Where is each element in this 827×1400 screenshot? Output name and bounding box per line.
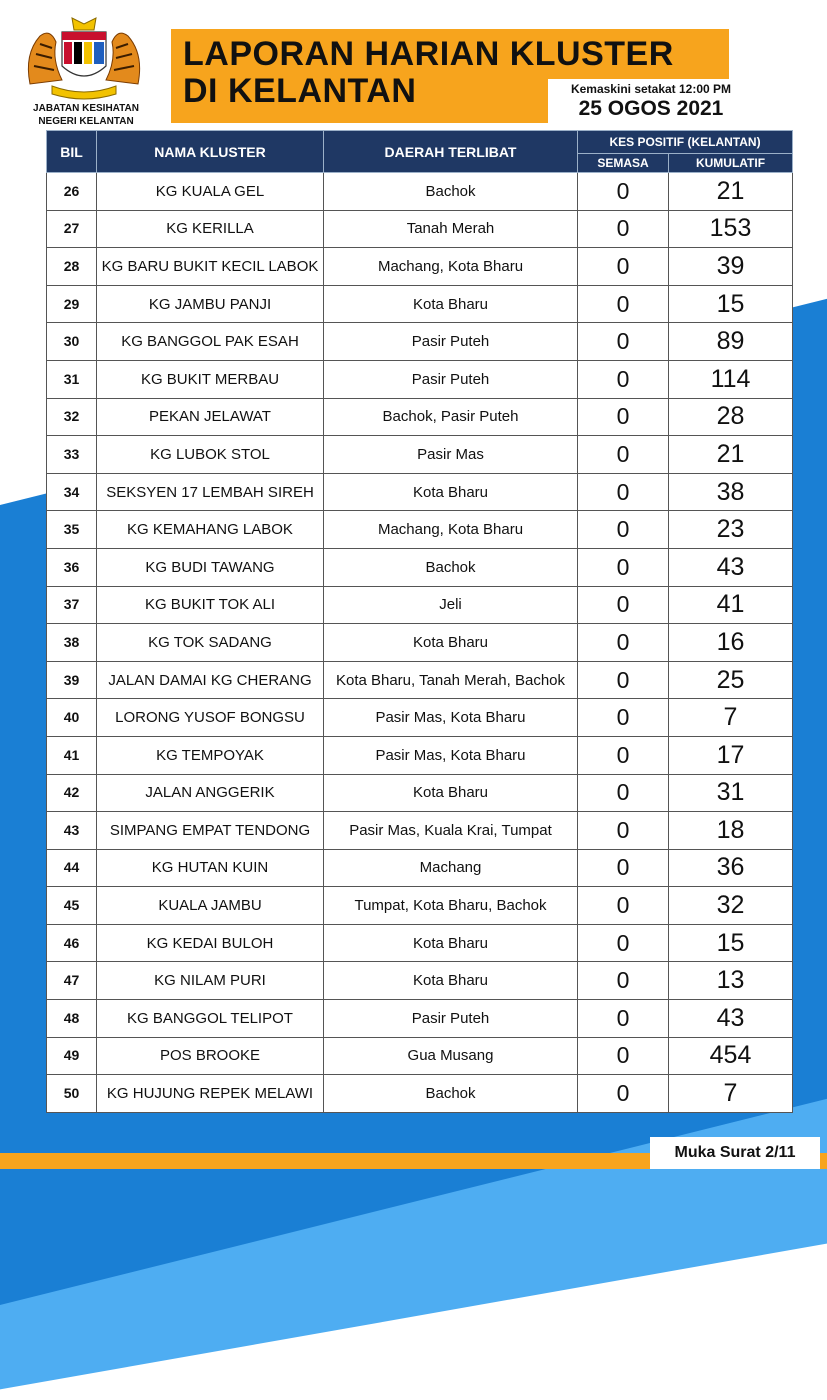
row-cluster-name: LORONG YUSOF BONGSU — [97, 699, 324, 737]
row-cumulative-cases: 43 — [669, 548, 793, 586]
table-row — [47, 849, 793, 887]
row-district: Pasir Puteh — [324, 360, 578, 398]
table-row — [47, 285, 793, 323]
row-current-cases: 0 — [578, 736, 669, 774]
row-district: Pasir Mas, Kuala Krai, Tumpat — [324, 812, 578, 850]
row-bil: 37 — [47, 586, 97, 624]
table-row — [47, 661, 793, 699]
row-cluster-name: KG KERILLA — [97, 210, 324, 248]
row-cluster-name: SEKSYEN 17 LEMBAH SIREH — [97, 473, 324, 511]
row-district: Pasir Mas, Kota Bharu — [324, 699, 578, 737]
row-cluster-name: KG KEDAI BULOH — [97, 924, 324, 962]
row-district: Pasir Puteh — [324, 323, 578, 361]
row-cluster-name: POS BROOKE — [97, 1037, 324, 1075]
row-cumulative-cases: 15 — [669, 285, 793, 323]
row-bil: 38 — [47, 624, 97, 662]
row-district: Bachok, Pasir Puteh — [324, 398, 578, 436]
table-row — [47, 1000, 793, 1038]
row-cumulative-cases: 454 — [669, 1037, 793, 1075]
row-cluster-name: KG BARU BUKIT KECIL LABOK — [97, 248, 324, 286]
row-cluster-name: KUALA JAMBU — [97, 887, 324, 925]
row-cluster-name: KG BANGGOL PAK ESAH — [97, 323, 324, 361]
row-current-cases: 0 — [578, 511, 669, 549]
row-cluster-name: KG BANGGOL TELIPOT — [97, 1000, 324, 1038]
row-bil: 49 — [47, 1037, 97, 1075]
row-cluster-name: KG BUKIT TOK ALI — [97, 586, 324, 624]
row-cumulative-cases: 7 — [669, 699, 793, 737]
row-cumulative-cases: 31 — [669, 774, 793, 812]
page-number: Muka Surat 2/11 — [650, 1137, 820, 1169]
row-district: Kota Bharu, Tanah Merah, Bachok — [324, 661, 578, 699]
row-bil: 32 — [47, 398, 97, 436]
row-cluster-name: KG HUTAN KUIN — [97, 849, 324, 887]
title-line-2: DI KELANTAN — [183, 72, 417, 110]
row-district: Kota Bharu — [324, 285, 578, 323]
row-cumulative-cases: 153 — [669, 210, 793, 248]
table-row — [47, 924, 793, 962]
row-district: Gua Musang — [324, 1037, 578, 1075]
cluster-table — [46, 130, 793, 1113]
row-current-cases: 0 — [578, 586, 669, 624]
row-cumulative-cases: 43 — [669, 1000, 793, 1038]
table-row — [47, 473, 793, 511]
row-cumulative-cases: 15 — [669, 924, 793, 962]
row-district: Machang, Kota Bharu — [324, 511, 578, 549]
header-nama-kluster: NAMA KLUSTER — [97, 131, 324, 173]
row-current-cases: 0 — [578, 436, 669, 474]
row-cumulative-cases: 16 — [669, 624, 793, 662]
table-row — [47, 887, 793, 925]
row-district: Pasir Mas, Kota Bharu — [324, 736, 578, 774]
row-current-cases: 0 — [578, 887, 669, 925]
row-bil: 50 — [47, 1075, 97, 1113]
table-row — [47, 360, 793, 398]
row-bil: 42 — [47, 774, 97, 812]
title-line-1: LAPORAN HARIAN KLUSTER — [183, 35, 674, 73]
row-cluster-name: JALAN ANGGERIK — [97, 774, 324, 812]
row-current-cases: 0 — [578, 1037, 669, 1075]
row-current-cases: 0 — [578, 248, 669, 286]
row-cumulative-cases: 23 — [669, 511, 793, 549]
row-current-cases: 0 — [578, 924, 669, 962]
row-bil: 29 — [47, 285, 97, 323]
row-cluster-name: KG KUALA GEL — [97, 173, 324, 211]
row-cluster-name: KG NILAM PURI — [97, 962, 324, 1000]
row-current-cases: 0 — [578, 398, 669, 436]
row-cluster-name: KG HUJUNG REPEK MELAWI — [97, 1075, 324, 1113]
table-row — [47, 699, 793, 737]
row-district: Kota Bharu — [324, 774, 578, 812]
row-district: Pasir Puteh — [324, 1000, 578, 1038]
table-row — [47, 398, 793, 436]
table-row — [47, 323, 793, 361]
row-district: Machang, Kota Bharu — [324, 248, 578, 286]
table-row — [47, 624, 793, 662]
row-current-cases: 0 — [578, 624, 669, 662]
row-bil: 40 — [47, 699, 97, 737]
row-bil: 46 — [47, 924, 97, 962]
update-label: Kemaskini setakat 12:00 PM — [570, 82, 732, 96]
row-current-cases: 0 — [578, 699, 669, 737]
row-cumulative-cases: 89 — [669, 323, 793, 361]
table-row — [47, 436, 793, 474]
table-row — [47, 586, 793, 624]
table-row — [47, 1075, 793, 1113]
row-cumulative-cases: 41 — [669, 586, 793, 624]
row-cumulative-cases: 17 — [669, 736, 793, 774]
row-district: Pasir Mas — [324, 436, 578, 474]
table-row — [47, 1037, 793, 1075]
row-bil: 44 — [47, 849, 97, 887]
row-bil: 41 — [47, 736, 97, 774]
row-current-cases: 0 — [578, 1075, 669, 1113]
row-current-cases: 0 — [578, 1000, 669, 1038]
row-bil: 27 — [47, 210, 97, 248]
row-cluster-name: KG TOK SADANG — [97, 624, 324, 662]
row-bil: 45 — [47, 887, 97, 925]
row-cumulative-cases: 38 — [669, 473, 793, 511]
table-row — [47, 736, 793, 774]
row-bil: 36 — [47, 548, 97, 586]
organization-name — [6, 102, 166, 128]
row-district: Jeli — [324, 586, 578, 624]
row-current-cases: 0 — [578, 360, 669, 398]
row-cumulative-cases: 7 — [669, 1075, 793, 1113]
row-current-cases: 0 — [578, 661, 669, 699]
row-current-cases: 0 — [578, 849, 669, 887]
row-district: Tumpat, Kota Bharu, Bachok — [324, 887, 578, 925]
row-cluster-name: KG JAMBU PANJI — [97, 285, 324, 323]
row-cluster-name: KG TEMPOYAK — [97, 736, 324, 774]
header-daerah-terlibat: DAERAH TERLIBAT — [324, 131, 578, 173]
row-cluster-name: SIMPANG EMPAT TENDONG — [97, 812, 324, 850]
table-row — [47, 548, 793, 586]
row-cumulative-cases: 36 — [669, 849, 793, 887]
header-kes-positif: KES POSITIF (KELANTAN) — [578, 131, 793, 154]
row-cluster-name: KG BUKIT MERBAU — [97, 360, 324, 398]
table-row — [47, 248, 793, 286]
row-current-cases: 0 — [578, 548, 669, 586]
table-body — [47, 173, 793, 1113]
org-line-1: JABATAN KESIHATAN — [33, 103, 139, 114]
row-cluster-name: KG KEMAHANG LABOK — [97, 511, 324, 549]
row-cluster-name: JALAN DAMAI KG CHERANG — [97, 661, 324, 699]
row-district: Tanah Merah — [324, 210, 578, 248]
row-bil: 39 — [47, 661, 97, 699]
row-district: Kota Bharu — [324, 473, 578, 511]
row-district: Bachok — [324, 548, 578, 586]
row-cumulative-cases: 25 — [669, 661, 793, 699]
row-current-cases: 0 — [578, 473, 669, 511]
row-district: Bachok — [324, 1075, 578, 1113]
row-current-cases: 0 — [578, 774, 669, 812]
row-cumulative-cases: 114 — [669, 360, 793, 398]
row-current-cases: 0 — [578, 323, 669, 361]
row-cumulative-cases: 18 — [669, 812, 793, 850]
row-current-cases: 0 — [578, 812, 669, 850]
row-bil: 31 — [47, 360, 97, 398]
row-bil: 34 — [47, 473, 97, 511]
org-line-2: NEGERI KELANTAN — [38, 116, 134, 127]
row-district: Kota Bharu — [324, 924, 578, 962]
row-cluster-name: KG LUBOK STOL — [97, 436, 324, 474]
row-district: Kota Bharu — [324, 624, 578, 662]
header-semasa: SEMASA — [578, 154, 669, 173]
row-district: Kota Bharu — [324, 962, 578, 1000]
table-row — [47, 173, 793, 211]
row-bil: 35 — [47, 511, 97, 549]
table-row — [47, 774, 793, 812]
row-current-cases: 0 — [578, 285, 669, 323]
row-bil: 28 — [47, 248, 97, 286]
row-bil: 26 — [47, 173, 97, 211]
table-row — [47, 812, 793, 850]
table-row — [47, 962, 793, 1000]
row-district: Machang — [324, 849, 578, 887]
row-cumulative-cases: 21 — [669, 173, 793, 211]
row-current-cases: 0 — [578, 210, 669, 248]
update-date: 25 OGOS 2021 — [578, 97, 724, 120]
row-current-cases: 0 — [578, 173, 669, 211]
row-cumulative-cases: 13 — [669, 962, 793, 1000]
header-bil: BIL — [47, 131, 97, 173]
row-cumulative-cases: 28 — [669, 398, 793, 436]
row-cluster-name: PEKAN JELAWAT — [97, 398, 324, 436]
row-bil: 47 — [47, 962, 97, 1000]
row-cluster-name: KG BUDI TAWANG — [97, 548, 324, 586]
table-row — [47, 511, 793, 549]
row-bil: 30 — [47, 323, 97, 361]
row-bil: 33 — [47, 436, 97, 474]
row-district: Bachok — [324, 173, 578, 211]
row-bil: 43 — [47, 812, 97, 850]
table-row — [47, 210, 793, 248]
row-cumulative-cases: 39 — [669, 248, 793, 286]
row-cumulative-cases: 21 — [669, 436, 793, 474]
coat-of-arms-logo — [22, 14, 146, 102]
header-kumulatif: KUMULATIF — [669, 154, 793, 173]
row-bil: 48 — [47, 1000, 97, 1038]
row-current-cases: 0 — [578, 962, 669, 1000]
row-cumulative-cases: 32 — [669, 887, 793, 925]
